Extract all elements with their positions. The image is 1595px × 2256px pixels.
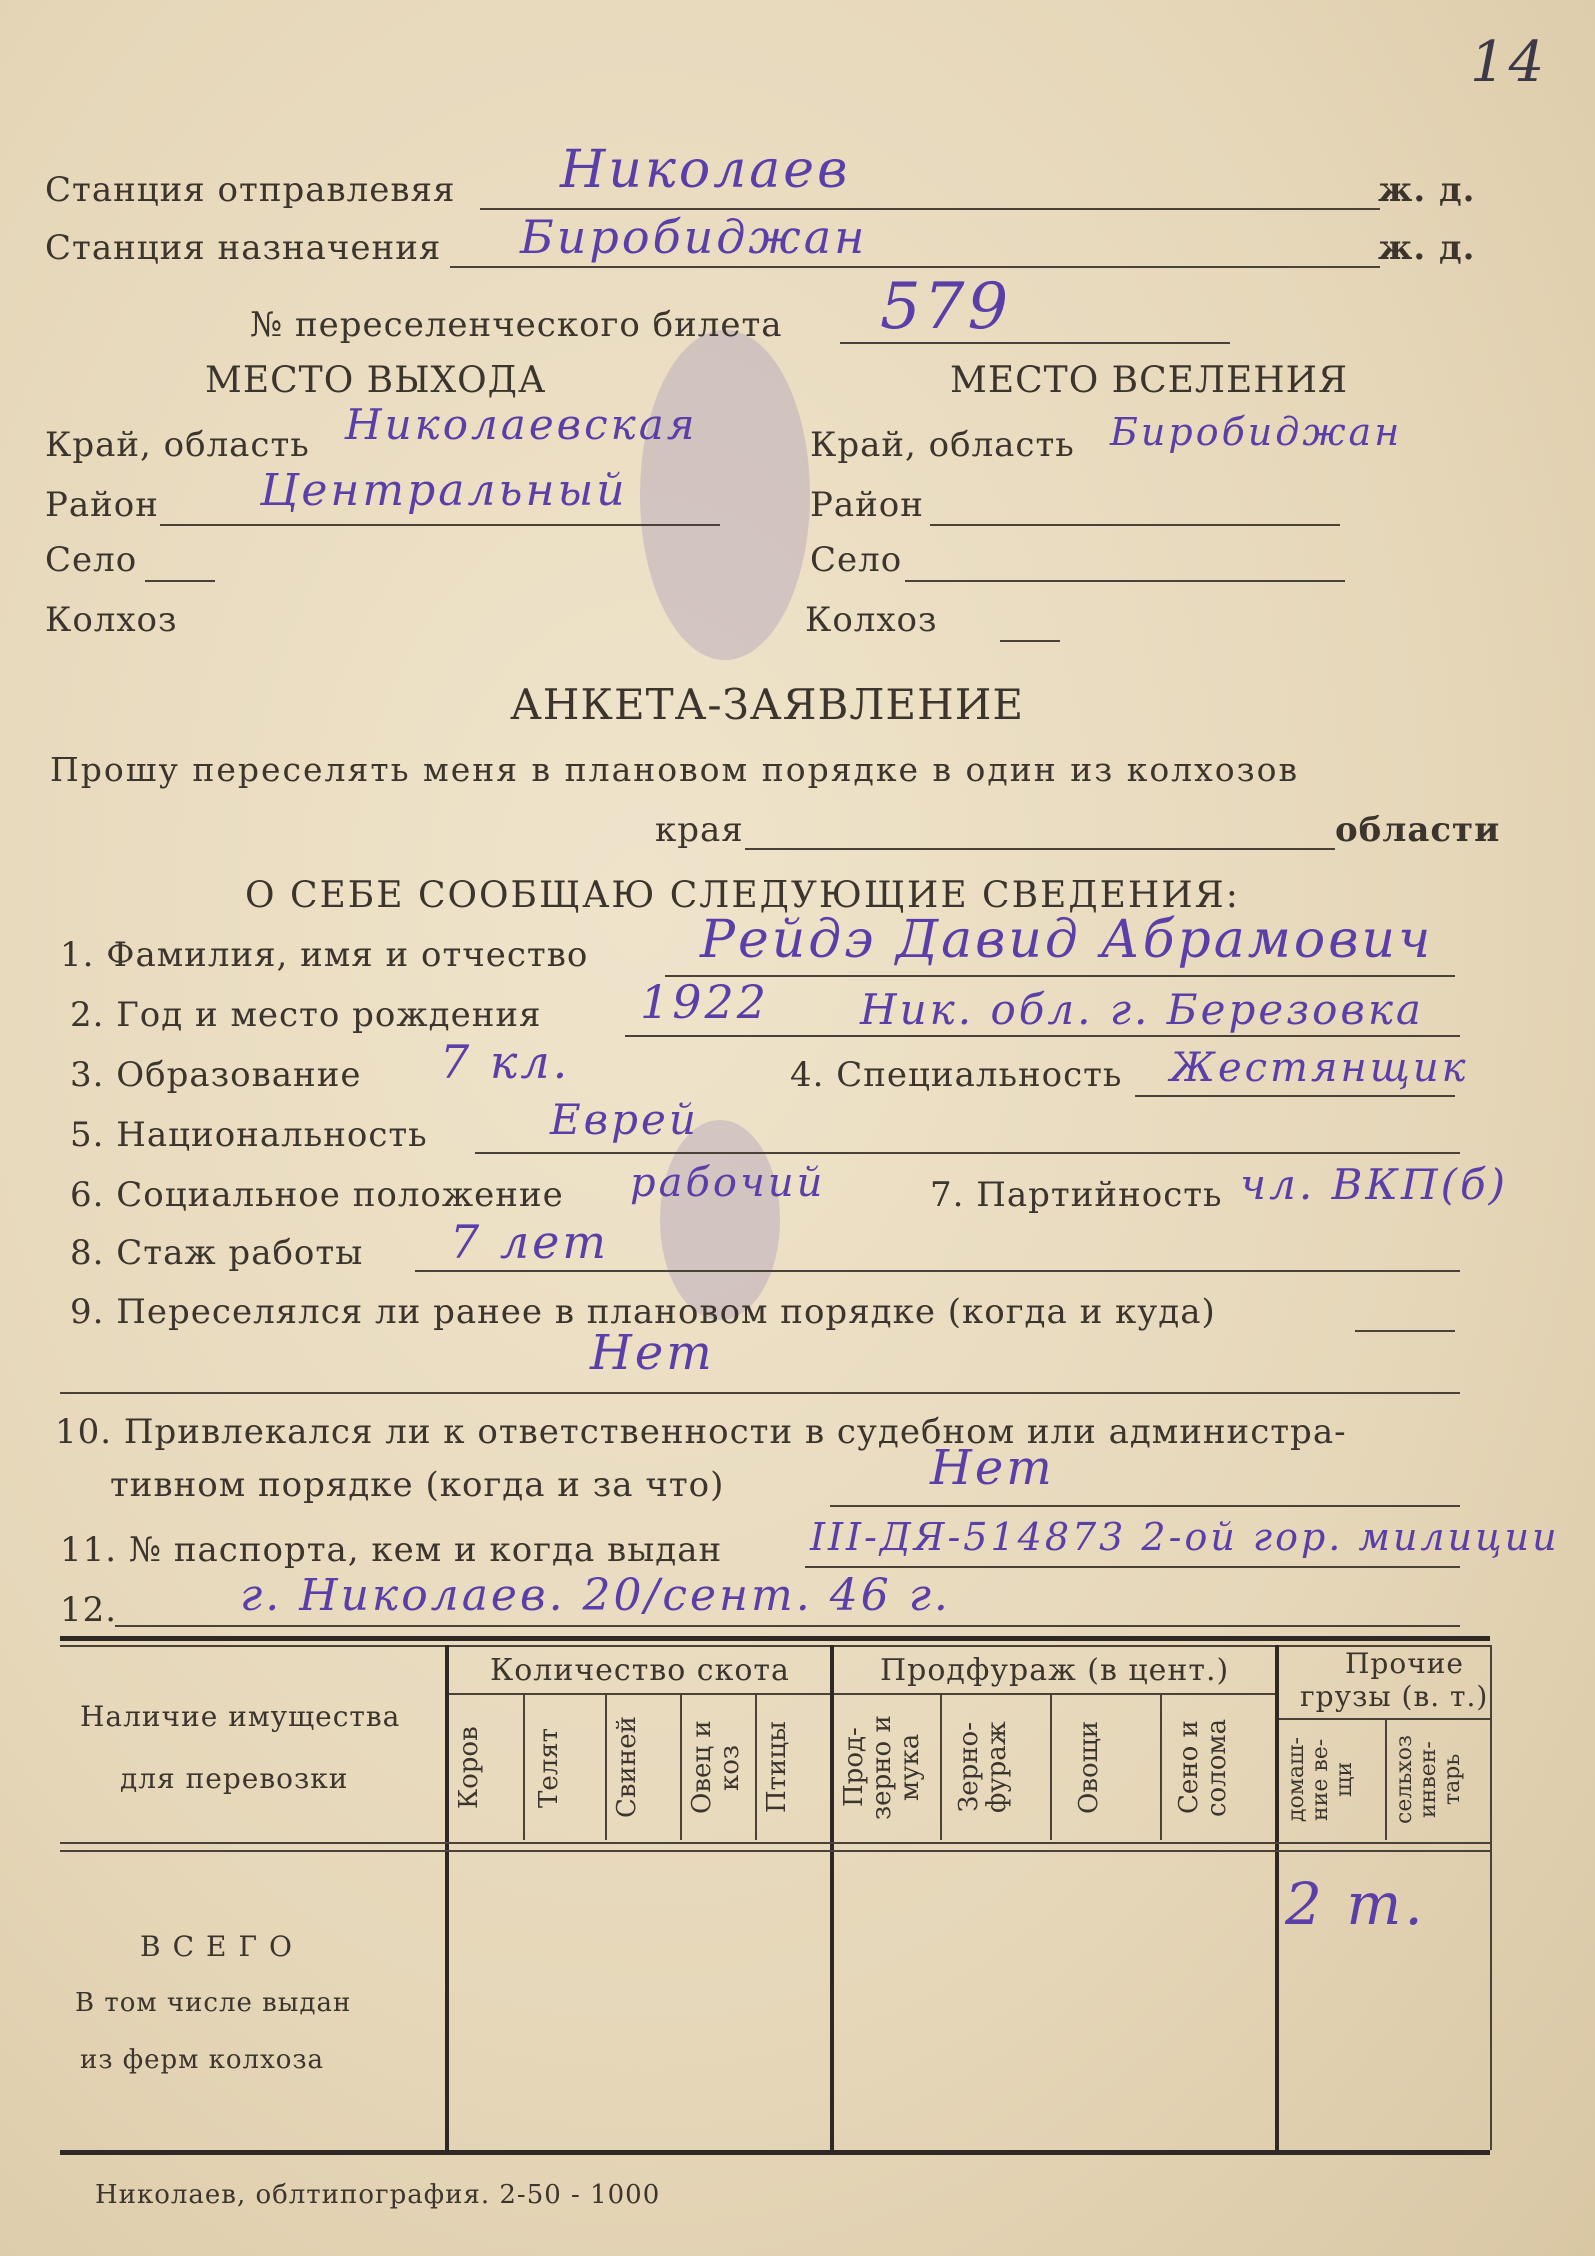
settle-district-label: Район (810, 485, 924, 525)
col-header-household: домаш-ние ве-щи (1284, 1737, 1357, 1822)
dest-station-suffix: ж. д. (1378, 228, 1476, 268)
field-4-value: Жестянщик (1170, 1045, 1469, 1091)
exit-heading: МЕСТО ВЫХОДА (205, 360, 547, 401)
form-title: АНКЕТА-ЗАЯВЛЕНИЕ (510, 680, 1024, 729)
col-divider (445, 1645, 449, 2150)
col-header-sheep-goats: Овец и коз (687, 1720, 745, 1815)
field-underline (665, 975, 1455, 977)
stamp-mark (640, 330, 810, 660)
group-underline (830, 1693, 1275, 1695)
col-header-pigs: Свиней (612, 1716, 642, 1819)
field-8-value: 7 лет (450, 1215, 610, 1269)
field-5-value: Еврей (550, 1095, 699, 1144)
field-3-label: 3. Образование (70, 1055, 362, 1095)
col-divider (1385, 1718, 1387, 1840)
imprint: Николаев, облтипография. 2-50 - 1000 (95, 2180, 661, 2210)
group-livestock: Количество скота (490, 1653, 790, 1688)
field-underline (840, 342, 1230, 344)
field-underline (805, 1566, 1460, 1568)
table-bottom-rule (60, 2150, 1490, 2155)
field-2-year: 1922 (640, 975, 770, 1029)
request-kraya: края (655, 810, 744, 850)
field-5-label: 5. Национальность (70, 1115, 428, 1155)
table-header-rule (60, 1850, 1490, 1852)
col-header-fodder-grain: Зерно-фураж (954, 1721, 1012, 1814)
group-fodder: Продфураж (в цент.) (880, 1653, 1230, 1688)
settle-kolkhoz-label: Колхоз (805, 600, 938, 640)
col-divider (1050, 1693, 1052, 1840)
field-underline (115, 1625, 1460, 1627)
col-header-cows: Коров (454, 1726, 484, 1809)
field-12-label: 12. (60, 1590, 118, 1630)
field-6-value: рабочий (630, 1160, 826, 1206)
group-underline (1275, 1718, 1490, 1720)
household-goods-value: 2 т. (1285, 1870, 1426, 1938)
field-underline (930, 524, 1340, 526)
field-underline (830, 1505, 1460, 1507)
page-number: 14 (1470, 30, 1548, 95)
field-10-label-line2: тивном порядке (когда и за что) (110, 1465, 725, 1505)
col-header-vegetables: Овощи (1074, 1720, 1104, 1815)
exit-district-label: Район (45, 485, 159, 525)
field-underline (745, 848, 1335, 850)
incl-label-line2: из ферм колхоза (80, 2045, 325, 2075)
field-11-value: III-ДЯ-514873 2-ой гор. милиции (810, 1515, 1560, 1559)
col-divider (755, 1693, 757, 1840)
request-oblasti: области (1335, 810, 1501, 850)
field-1-value: Рейдэ Давид Абрамович (700, 910, 1434, 970)
table-row-header-line1: Наличие имущества (80, 1700, 401, 1733)
field-underline (1355, 1330, 1455, 1332)
field-underline (145, 580, 215, 582)
field-3-value: 7 кл. (440, 1035, 571, 1089)
field-underline (1135, 1095, 1455, 1097)
group-other-line1: Прочие (1345, 1647, 1464, 1680)
settle-heading: МЕСТО ВСЕЛЕНИЯ (950, 360, 1349, 401)
field-10-value: Нет (930, 1440, 1055, 1496)
exit-village-label: Село (45, 540, 138, 580)
dep-station-label: Станция отправлевяя (45, 170, 456, 210)
field-1-label: 1. Фамилия, имя и отчество (60, 935, 589, 975)
field-2-label: 2. Год и место рождения (70, 995, 542, 1035)
exit-region-value: Николаевская (345, 400, 698, 449)
col-header-hay-straw: Сено и солома (1174, 1718, 1232, 1817)
field-9-label: 9. Переселялся ли ранее в плановом порядке (когда и куда) (70, 1292, 1216, 1332)
group-underline (445, 1693, 830, 1695)
col-divider (1275, 1645, 1279, 2150)
field-underline (60, 1392, 1460, 1394)
field-underline (450, 266, 1380, 268)
col-divider (680, 1693, 682, 1840)
col-divider (523, 1693, 525, 1840)
col-divider (605, 1693, 607, 1840)
dep-station-value: Николаев (560, 140, 851, 200)
exit-district-value: Центральный (260, 465, 628, 516)
field-9-value: Нет (590, 1325, 715, 1381)
dest-station-value: Биробиджан (520, 210, 868, 264)
field-8-label: 8. Стаж работы (70, 1233, 364, 1273)
col-divider (940, 1693, 942, 1840)
dest-station-label: Станция назначения (45, 228, 442, 268)
field-underline (160, 524, 720, 526)
field-7-value: чл. ВКП(б) (1240, 1160, 1508, 1209)
col-divider (830, 1645, 834, 2150)
total-label: ВСЕГО (140, 1930, 304, 1963)
group-other-line2: грузы (в. т.) (1300, 1680, 1489, 1713)
field-underline (905, 580, 1345, 582)
exit-region-label: Край, область (45, 425, 310, 465)
field-underline (625, 1035, 1460, 1037)
field-2-place: Ник. обл. г. Березовка (860, 985, 1424, 1034)
field-12-value: г. Николаев. 20/сент. 46 г. (240, 1570, 951, 1621)
table-row-header-line2: для перевозки (120, 1762, 349, 1795)
table-top-rule (60, 1636, 1490, 1641)
info-heading: О СЕБЕ СООБЩАЮ СЛЕДУЮЩИЕ СВЕДЕНИЯ: (245, 875, 1240, 916)
request-line: Прошу переселять меня в плановом порядке в один из колхозов (50, 750, 1300, 789)
field-11-label: 11. № паспорта, кем и когда выдан (60, 1530, 723, 1570)
settle-region-value: Биробиджан (1110, 410, 1403, 454)
field-underline (475, 1152, 1460, 1154)
field-6-label: 6. Социальное положение (70, 1175, 564, 1215)
field-7-label: 7. Партийность (930, 1175, 1223, 1215)
col-divider (1160, 1693, 1162, 1840)
ticket-value: 579 (880, 270, 1012, 344)
table-header-rule (60, 1842, 1490, 1844)
settle-village-label: Село (810, 540, 903, 580)
dep-station-suffix: ж. д. (1378, 170, 1476, 210)
col-divider (1490, 1645, 1492, 2150)
stamp-mark (660, 1120, 780, 1320)
exit-kolkhoz-label: Колхоз (45, 600, 178, 640)
field-10-label-line1: 10. Привлекался ли к ответственности в судебном или администра- (55, 1412, 1347, 1452)
field-underline (1000, 640, 1060, 642)
col-header-poultry: Птицы (762, 1721, 792, 1814)
col-header-farm-tools: сельхоз инвен-тарь (1392, 1735, 1465, 1824)
incl-label-line1: В том числе выдан (75, 1988, 352, 2018)
settle-region-label: Край, область (810, 425, 1075, 465)
field-4-label: 4. Специальность (790, 1055, 1123, 1095)
ticket-label: № переселенческого билета (250, 305, 783, 345)
field-underline (415, 1270, 1460, 1272)
col-header-grain-flour: Прод-зерно и мука (839, 1715, 925, 1820)
col-header-calves: Телят (534, 1727, 564, 1808)
